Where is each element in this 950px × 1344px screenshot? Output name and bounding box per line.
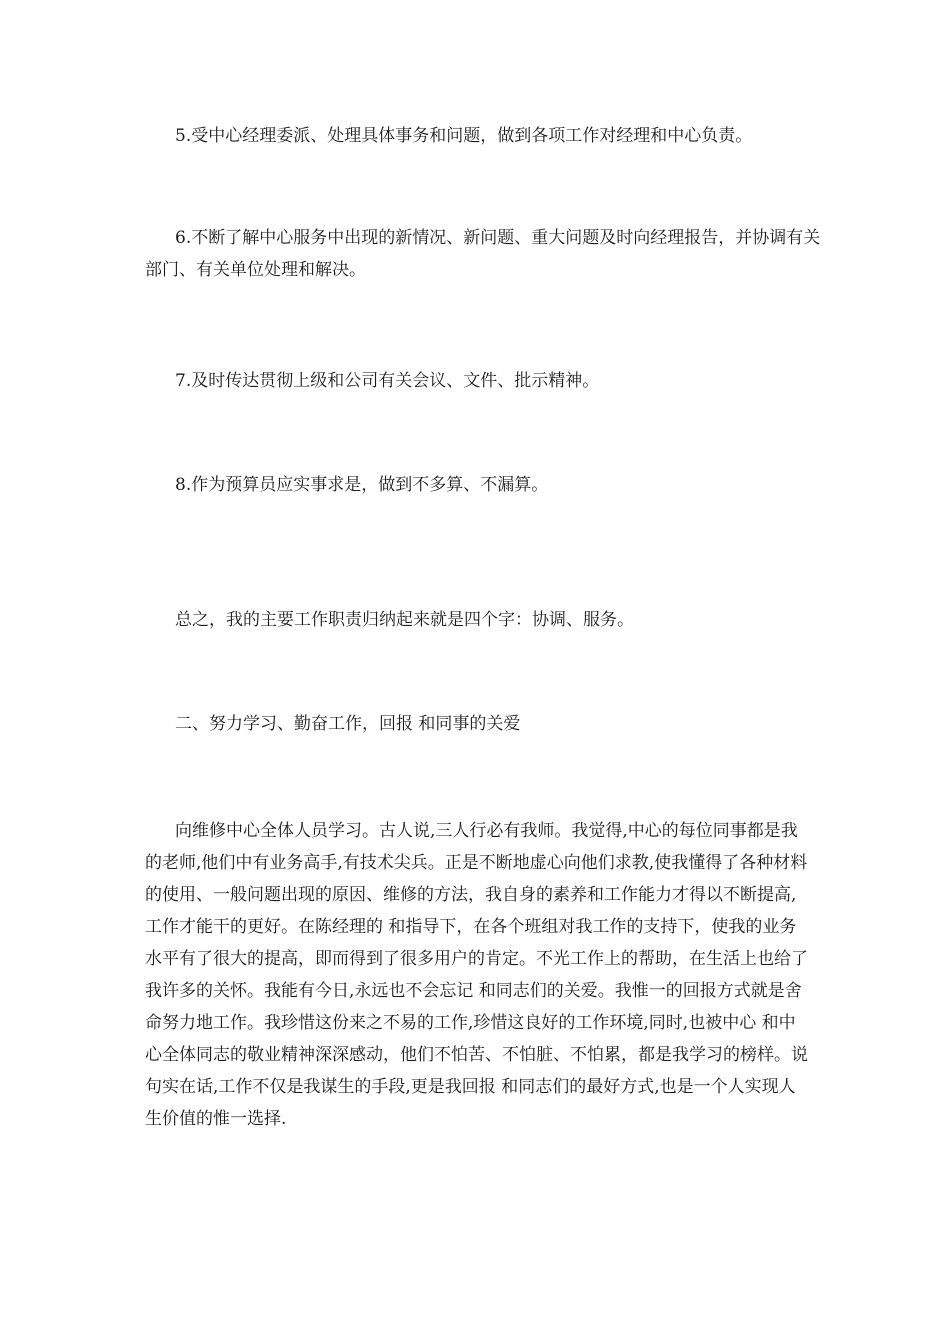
duty-item-6: 6.不断了解中心服务中出现的新情况、新问题、重大问题及时向经理报告，并协调有关部门、有关单位处理和解决。 [145,228,821,280]
duty-item-7: 7.及时传达贯彻上级和公司有关会议、文件、批示精神。 [175,371,600,391]
summary-paragraph: 总之，我的主要工作职责归纳起来就是四个字：协调、服务。 [175,610,634,630]
section-heading: 二、努力学习、勤奋工作，回报 和同事的关爱 [175,714,521,734]
body-paragraph: 向维修中心全体人员学习。古人说,三人行必有我师。我觉得,中心的每位同事都是我的老师,他们中有业务高手,有技术尖兵。正是不断地虚心向他们求教,使我懂得了各种材料的使用、一般问题出现的原因、维修的方法，我自身的素养和工作能力才得以不断提高,工作才能干的更好。在陈经理的 和指导下，在各个班组对我工作的支持下，使我的业务水平有了很大的提高，即而得到了很多用户的肯定。不光工作上的帮助，在生活上也给了我许多的关怀。我能有今日,永远也不会忘记 和同志们的关爱。我惟一的回报方式就是舍命努力地工作。我珍惜这份来之不易的工作,珍惜这良好的工作环境,同时,也被中心 和中心全体同志的敬业精神深深感动，他们不怕苦、不怕脏、不怕累，都是我学习的榜样。说句实在话,工作不仅是我谋生的手段,更是我回报 和同志们的最好方式,也是一个人实现人生价值的惟一选择. [145,821,808,1129]
duty-item-8: 8.作为预算员应实事求是，做到不多算、不漏算。 [175,475,549,495]
duty-item-5: 5.受中心经理委派、处理具体事务和问题，做到各项工作对经理和中心负责。 [175,126,753,146]
